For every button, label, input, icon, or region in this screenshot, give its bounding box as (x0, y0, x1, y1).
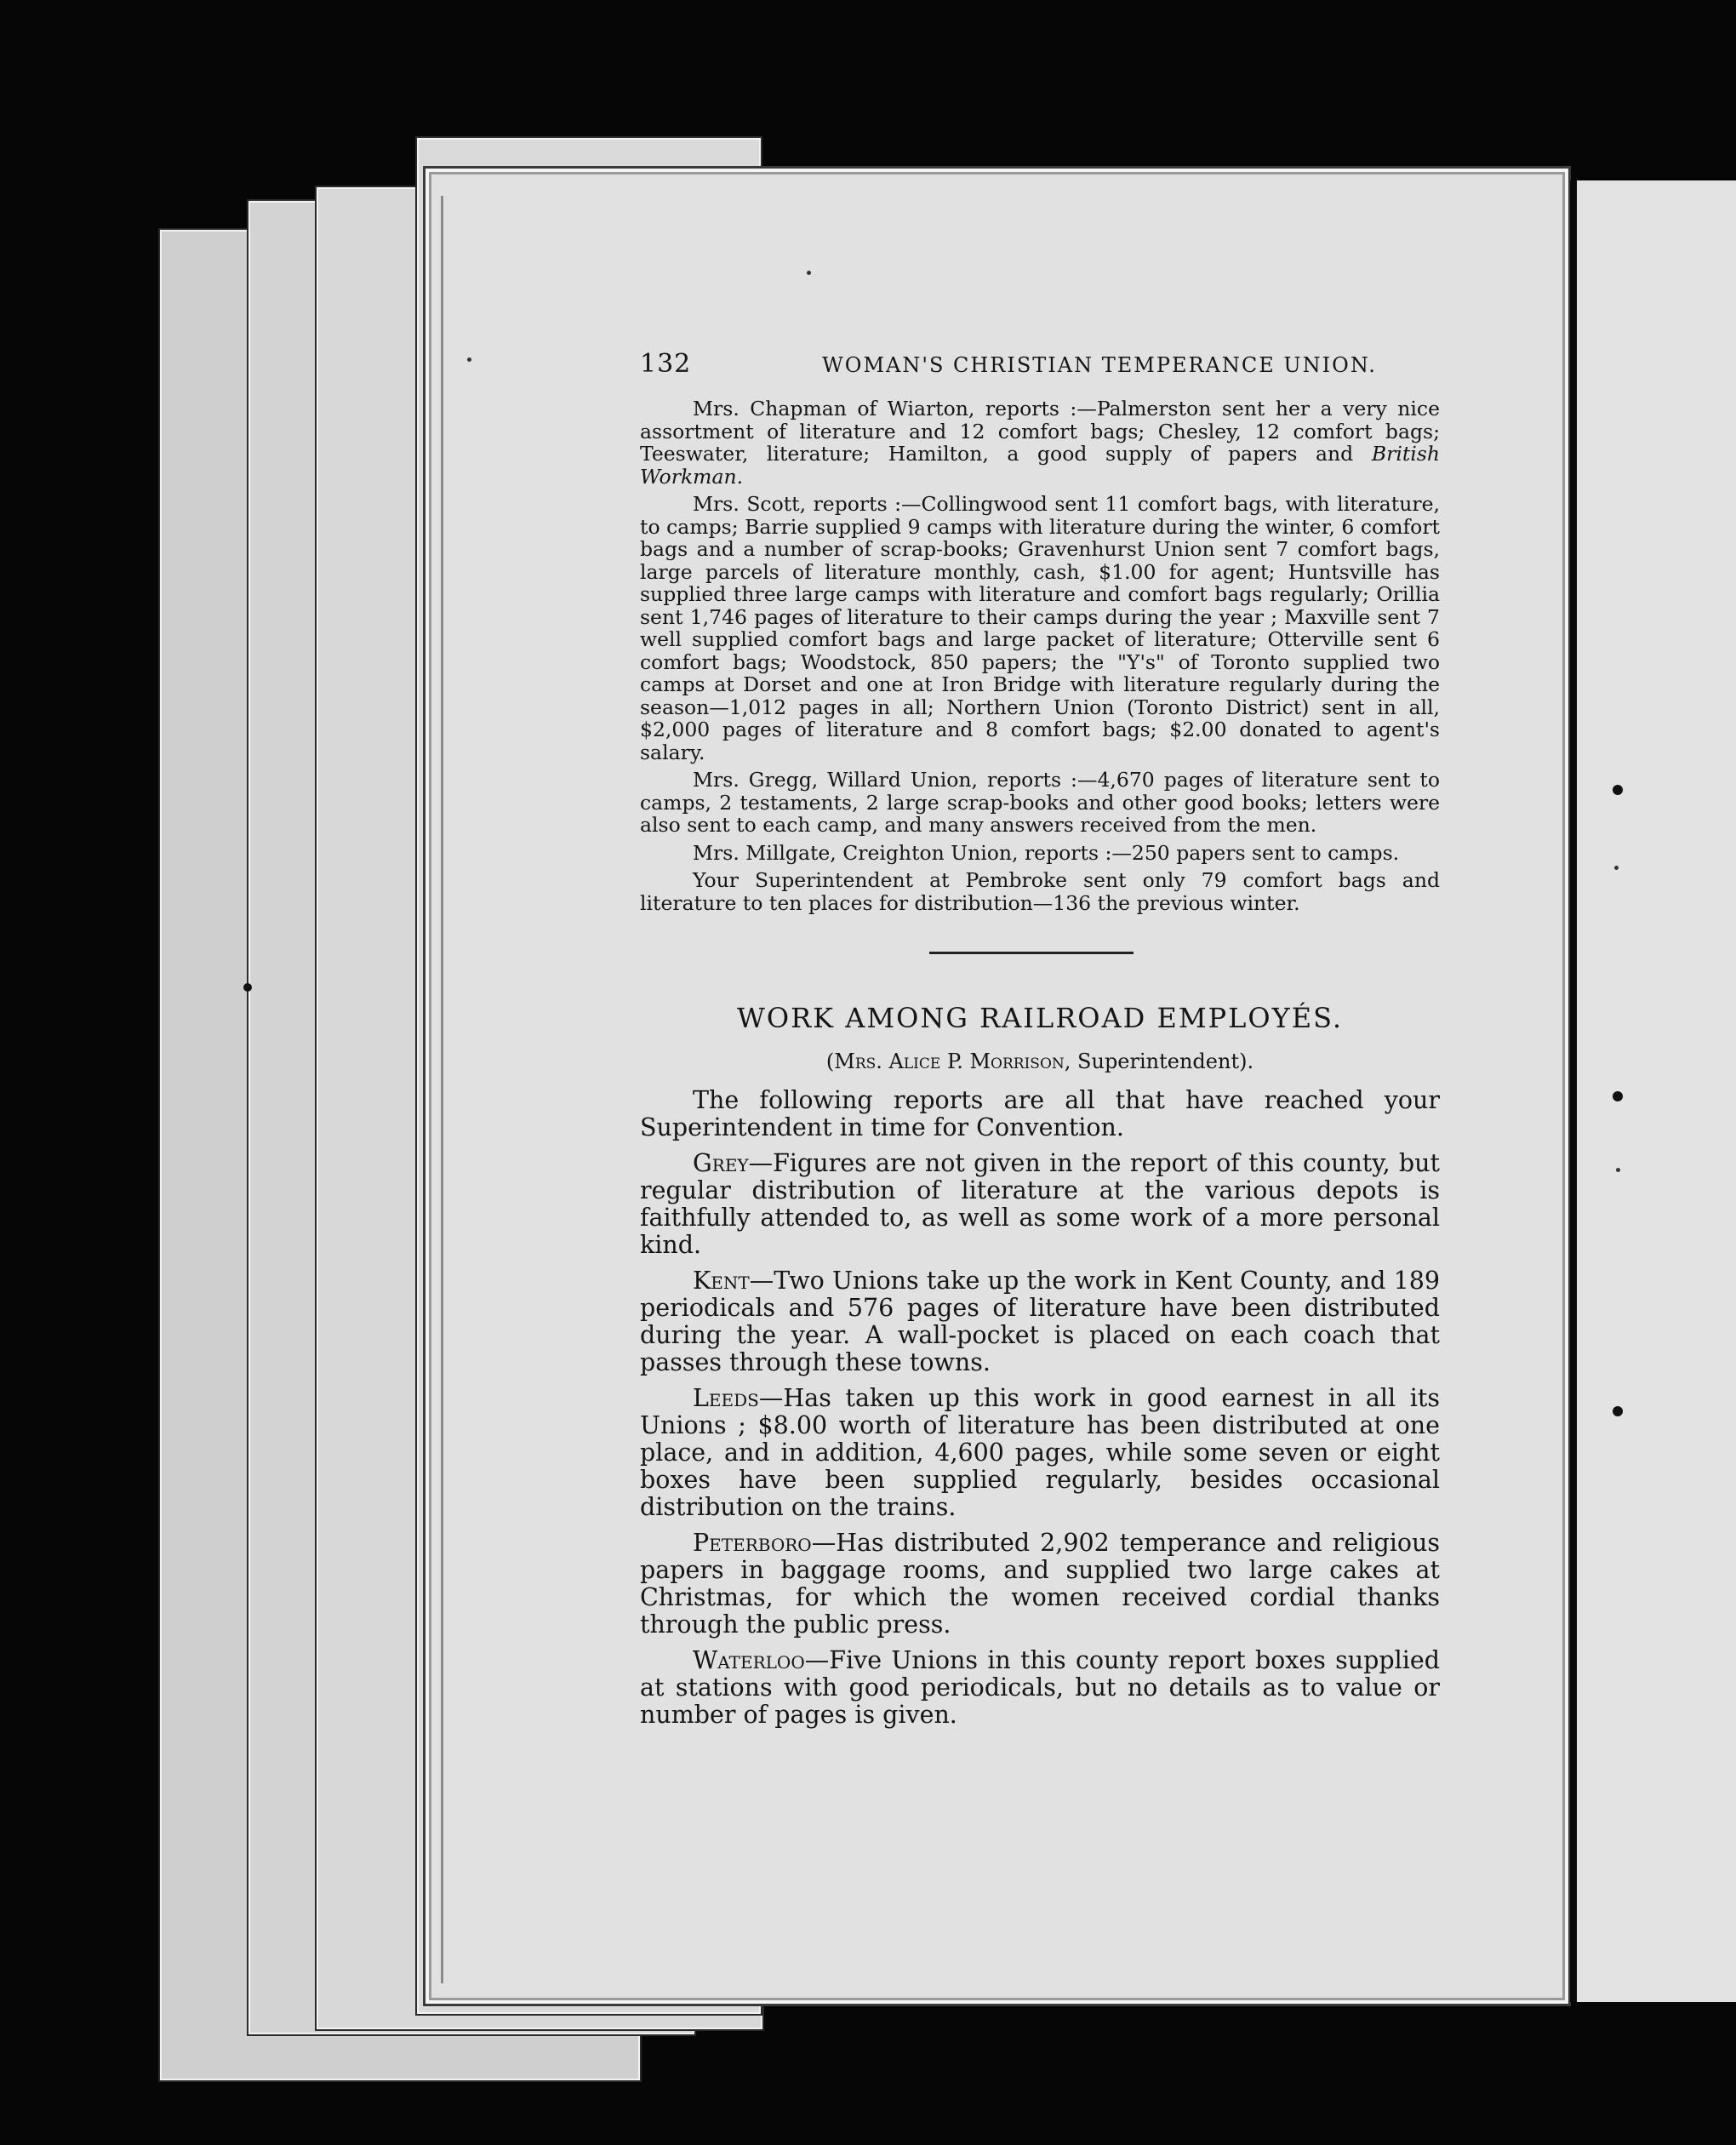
report-paragraph: Your Superintendent at Pembroke sent only 79 comfort bags and literature to ten places for distribution—136 the previous winter. (640, 868, 1440, 915)
speck (1616, 1168, 1620, 1172)
report-paragraph (640, 398, 1440, 488)
county-text: —Has distributed 2,902 temperance and religious papers in baggage rooms, and supplied two large cakes at Christmas, for which the women received cordial thanks through the public press. (640, 1529, 1440, 1639)
county-name: Waterloo (693, 1646, 805, 1674)
facing-page-edge (1570, 180, 1736, 2002)
section-divider (929, 952, 1134, 954)
binding-hole (1613, 1091, 1623, 1101)
report-italic: British Workman. (640, 442, 1440, 489)
report-paragraph: Mrs. Scott, reports :—Collingwood sent 11 comfort bags, with literature, to camps; Barrie supplied 9 camps with literature during the winter, 6 comfort bags and a number of scrap-books; Gravenhurst Union sent 7 comfort bags, large parcels of literature monthly, cash, $1.00 for agent; Huntsville has supplied three large camps with literature and comfort bags regularly; Orillia sent 1,746 pages of literature to their camps during the year ; Maxville sent 7 well supplied comfort bags and large packet of literature; Otterville sent 6 comfort bags; Woodstock, 850 papers; the "Y's" of Toronto supplied two camps at Dorset and one at Iron Bridge with literature regularly during the season—1,012 pages in all; Northern Union (Toronto District) sent in all, $2,000 pages of literature and 8 comfort bags; $2.00 donated to agent's salary. (640, 492, 1440, 764)
running-head-title: WOMAN'S CHRISTIAN TEMPERANCE UNION. (822, 353, 1377, 377)
county-name: Leeds (693, 1384, 759, 1412)
section-title: WORK AMONG RAILROAD EMPLOYÉS. (736, 1002, 1344, 1034)
county-name: Grey (693, 1149, 749, 1177)
county-paragraph (640, 1267, 1440, 1376)
county-name: Peterboro (693, 1529, 812, 1557)
county-text: —Has taken up this work in good earnest in all its Unions ; $8.00 worth of literature has been distributed at one place, and in addition, 4,600 pages, while some seven or eight boxes have been supplied regularly, besides occasional distribution on the trains. (640, 1384, 1440, 1521)
binding-hole (1613, 785, 1623, 795)
report-text: Mrs. Chapman of Wiarton, reports :—Palmerston sent her a very nice assortment of literature and 12 comfort bags; Chesley, 12 comfort bags; Teeswater, literature; Hamilton, a good supply of papers and (640, 397, 1440, 466)
speck (1614, 866, 1619, 870)
subtitle-paren: ( (825, 1050, 835, 1073)
section-subtitle (640, 1050, 1440, 1073)
county-text: —Two Unions take up the work in Kent County, and 189 periodicals and 576 pages of literature have been distributed during the year. A wall-pocket is placed on each coach that passes through these towns. (640, 1267, 1440, 1376)
camp-reports (640, 398, 1440, 914)
county-paragraph (640, 1530, 1440, 1639)
subtitle-rest: , Superintendent). (1064, 1050, 1254, 1073)
report-paragraph: Mrs. Gregg, Willard Union, reports :—4,670 pages of literature sent to camps, 2 testaments, 2 large scrap-books and other good books; letters were also sent to each camp, and many answers received from the men. (640, 768, 1440, 837)
superintendent-name: Mrs. Alice P. Morrison (834, 1050, 1065, 1073)
railroad-reports (640, 1087, 1440, 1729)
speck (243, 983, 252, 992)
speck (467, 358, 471, 362)
binding-hole (1613, 1406, 1623, 1416)
page-edge-line (441, 196, 443, 1983)
county-name: Kent (693, 1267, 750, 1295)
page-content (640, 349, 1440, 1737)
running-head (640, 349, 1440, 379)
speck (807, 271, 811, 275)
county-paragraph (640, 1647, 1440, 1729)
county-paragraph (640, 1150, 1440, 1259)
county-text: —Five Unions in this county report boxes supplied at stations with good periodicals, but no details as to value or number of pages is given. (640, 1646, 1440, 1729)
report-paragraph: Mrs. Millgate, Creighton Union, reports :—250 papers sent to camps. (693, 840, 1400, 865)
county-paragraph (640, 1385, 1440, 1521)
page-number: 132 (640, 349, 692, 379)
intro-paragraph: The following reports are all that have reached your Superintendent in time for Convention. (640, 1086, 1440, 1141)
county-text: —Figures are not given in the report of this county, but regular distribution of literature at the various depots is faithfully attended to, as well as some work of a more personal kind. (640, 1149, 1440, 1259)
